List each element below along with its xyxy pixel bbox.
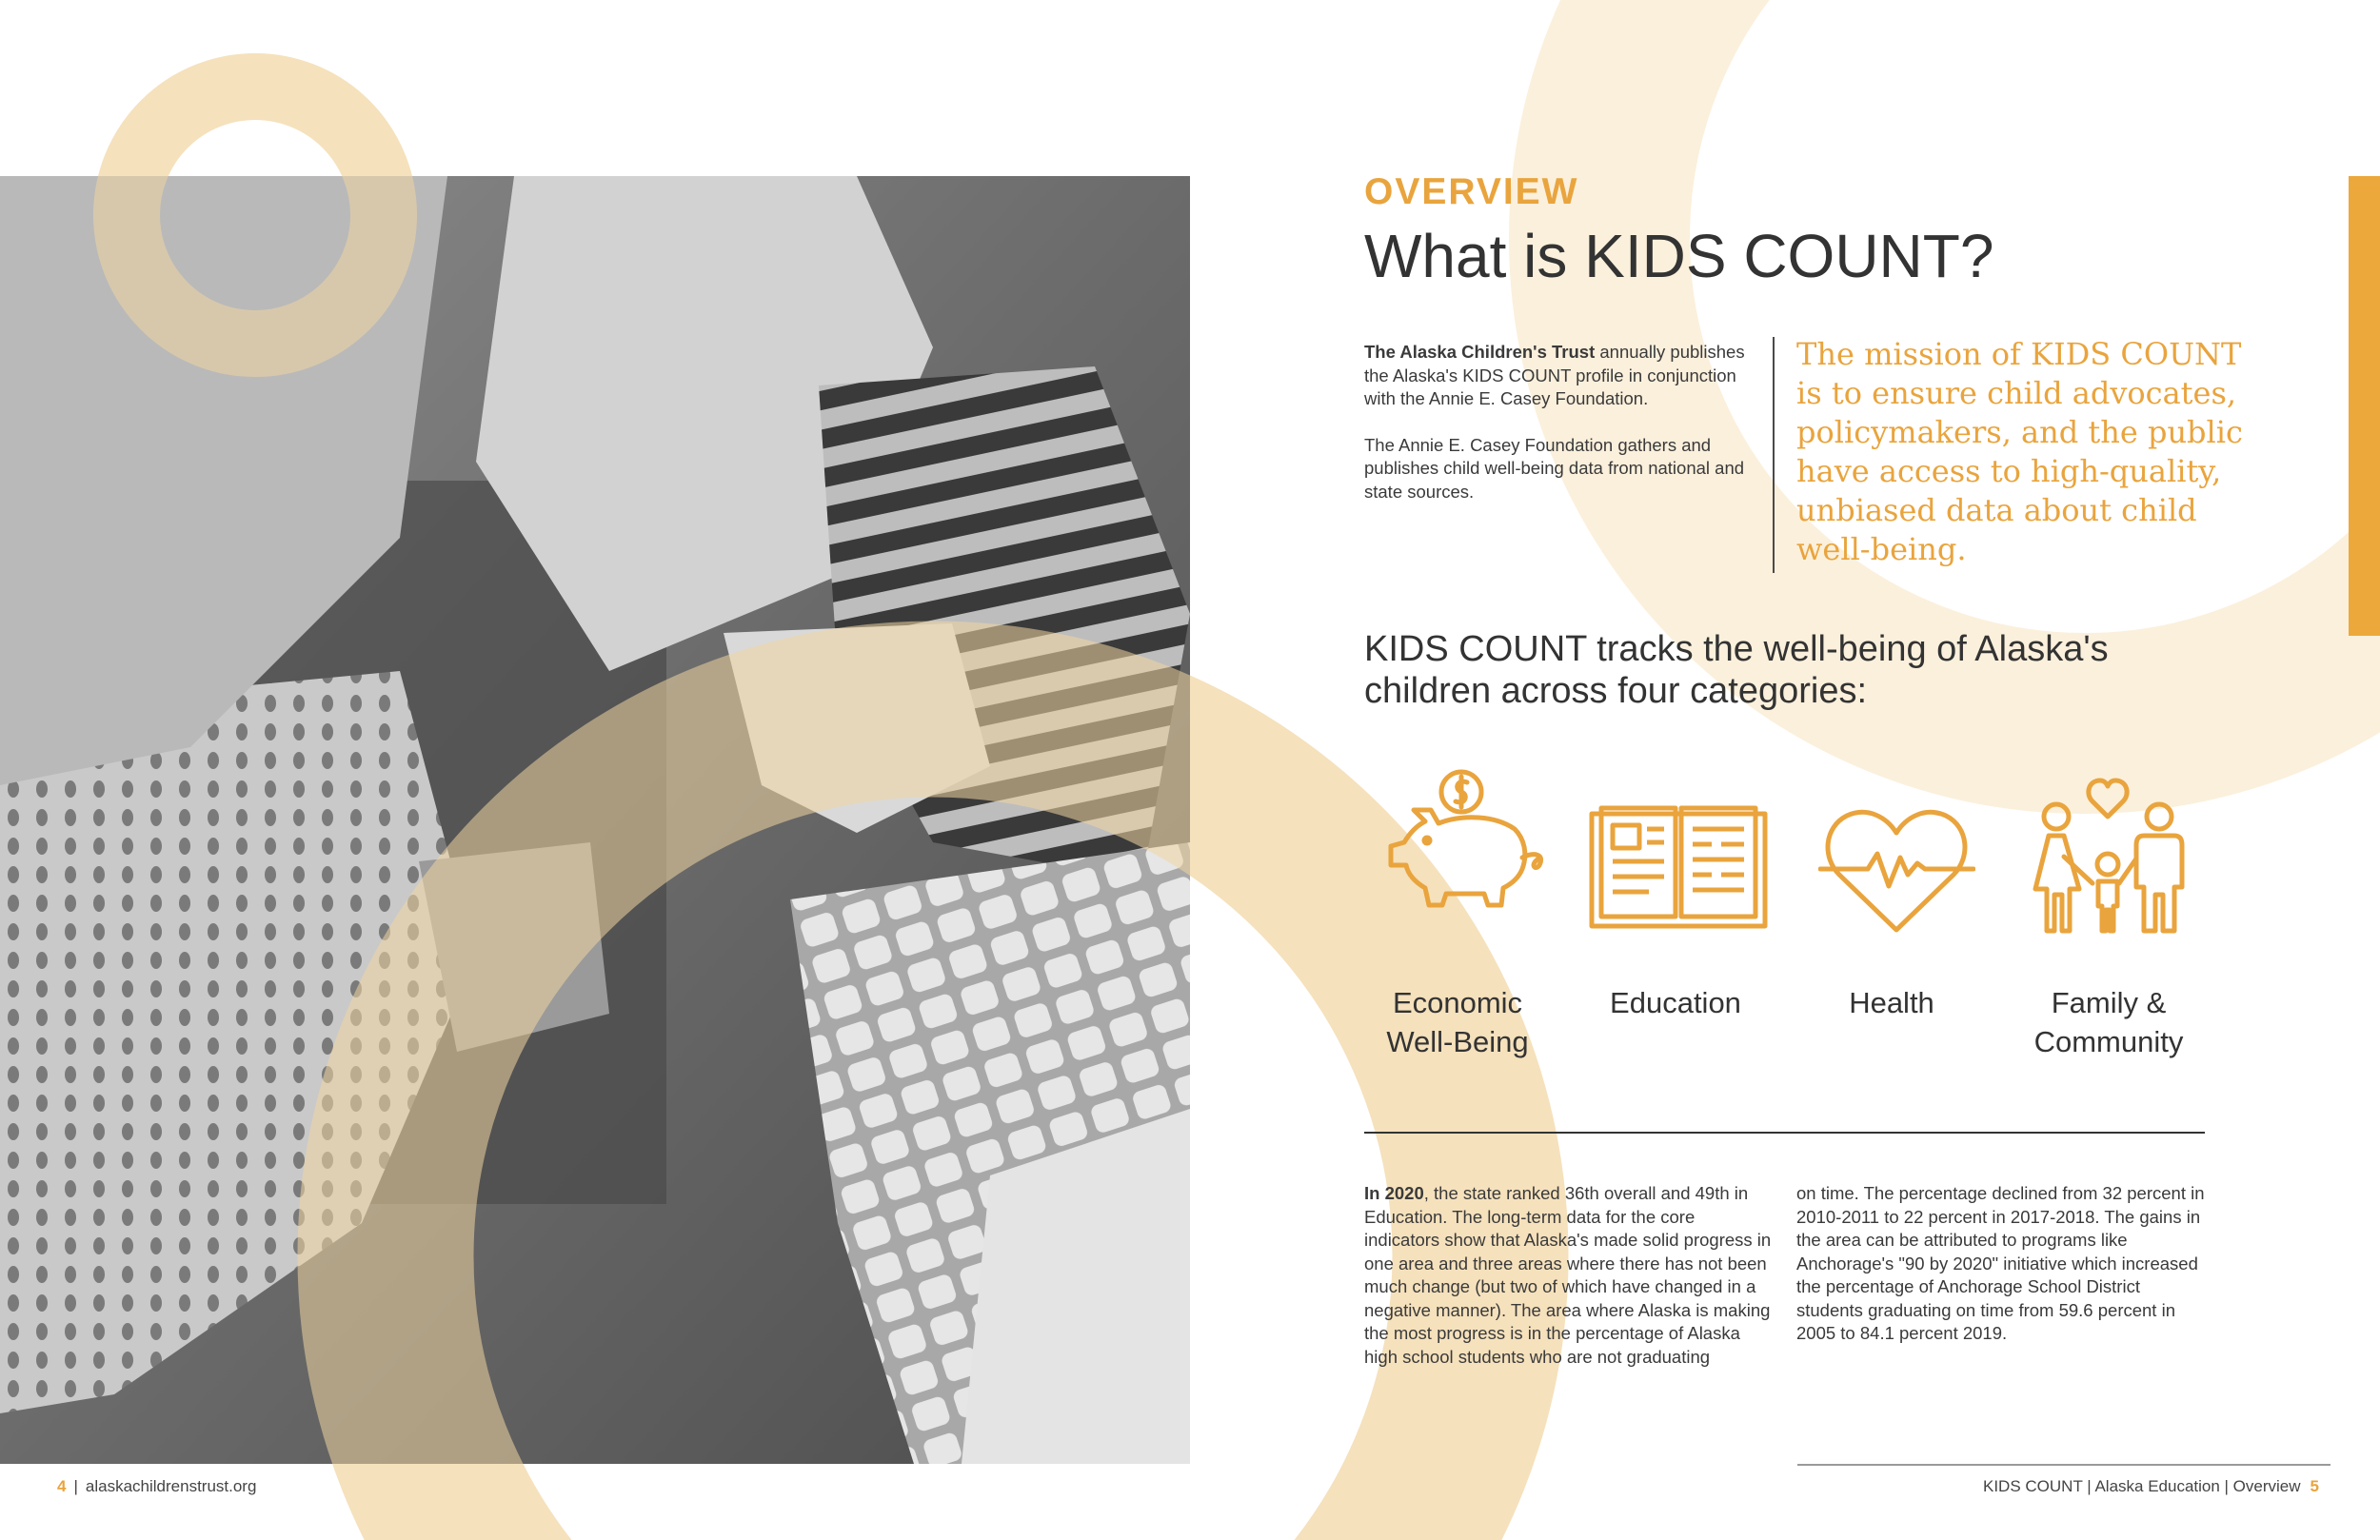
section-eyebrow: OVERVIEW <box>1364 171 1579 212</box>
categories-heading: KIDS COUNT tracks the well-being of Alaska's children across four categories: <box>1364 629 2109 711</box>
intro-org-name: The Alaska Children's Trust <box>1364 342 1596 362</box>
piggy-bank-icon <box>1385 766 1557 938</box>
children-photo <box>0 176 1190 1464</box>
intro-paragraph-2: The Annie E. Casey Foundation gathers and publishes child well-being data from national and state sources. <box>1364 434 1745 502</box>
body-column-2: on time. The percentage declined from 32 percent in 2010-2011 to 22 percent in 2017-2018. The gains in the area can be attributed to programs like Anchorage's "90 by 2020" initiative which increased the percentage of Anchorage School District students graduating on time from 59.6 percent in 2005 to 84.1 percent 2019. <box>1796 1183 2205 1343</box>
category-label-line: Community <box>2033 1025 2184 1058</box>
category-label-line: Economic <box>1392 986 1523 1019</box>
category-education-label <box>1561 983 1790 1022</box>
footer-left <box>57 1477 256 1496</box>
body-lead-bold: In 2020 <box>1364 1183 1424 1203</box>
intro-paragraph-1 <box>1364 341 1745 411</box>
footer-separator: | <box>73 1477 78 1495</box>
body-column-1-text: , the state ranked 36th overall and 49th in Education. The long-term data for the core indicators show that Alaska's made solid progress in one area and three areas where there has not been much change (but two of which have changed in a negative manner). The area where Alaska is making the most progress is in the percentage of Alaska high school students who are not graduating <box>1364 1183 1772 1367</box>
mission-quote: The mission of KIDS COUNT is to ensure child advocates, policymakers, and the public have access to high-quality, unbiased data about child well-being. <box>1796 336 2243 567</box>
heart-pulse-icon <box>1818 804 1975 938</box>
intro-text <box>1364 341 1745 526</box>
footer-url[interactable]: alaskachildrenstrust.org <box>85 1477 257 1495</box>
category-label-line: Family & <box>2051 986 2167 1019</box>
page-number-right: 5 <box>2310 1477 2319 1495</box>
footer-section-path: KIDS COUNT | Alaska Education | Overview <box>1983 1477 2301 1495</box>
footer-right <box>1983 1477 2319 1496</box>
footer-rule <box>1797 1464 2330 1466</box>
accent-side-bar <box>2349 176 2380 636</box>
category-economic-label <box>1343 983 1572 1061</box>
section-divider <box>1364 1132 2205 1134</box>
category-label-line: Well-Being <box>1386 1025 1529 1058</box>
category-health-label <box>1777 983 2006 1022</box>
page-title: What is KIDS COUNT? <box>1364 222 1994 290</box>
category-label-line: Health <box>1849 986 1934 1019</box>
body-column-1 <box>1364 1182 1774 1369</box>
family-icon <box>2026 771 2192 938</box>
quote-divider <box>1773 337 1775 573</box>
category-label-line: Education <box>1610 986 1741 1019</box>
intro-paragraph-1-text: annually publishes the Alaska's KIDS COUNT profile in conjunction with the Annie E. Casey Foundation. <box>1364 342 1745 408</box>
open-book-icon <box>1588 804 1769 933</box>
category-family-label <box>1994 983 2223 1061</box>
page-number-left: 4 <box>57 1477 67 1495</box>
